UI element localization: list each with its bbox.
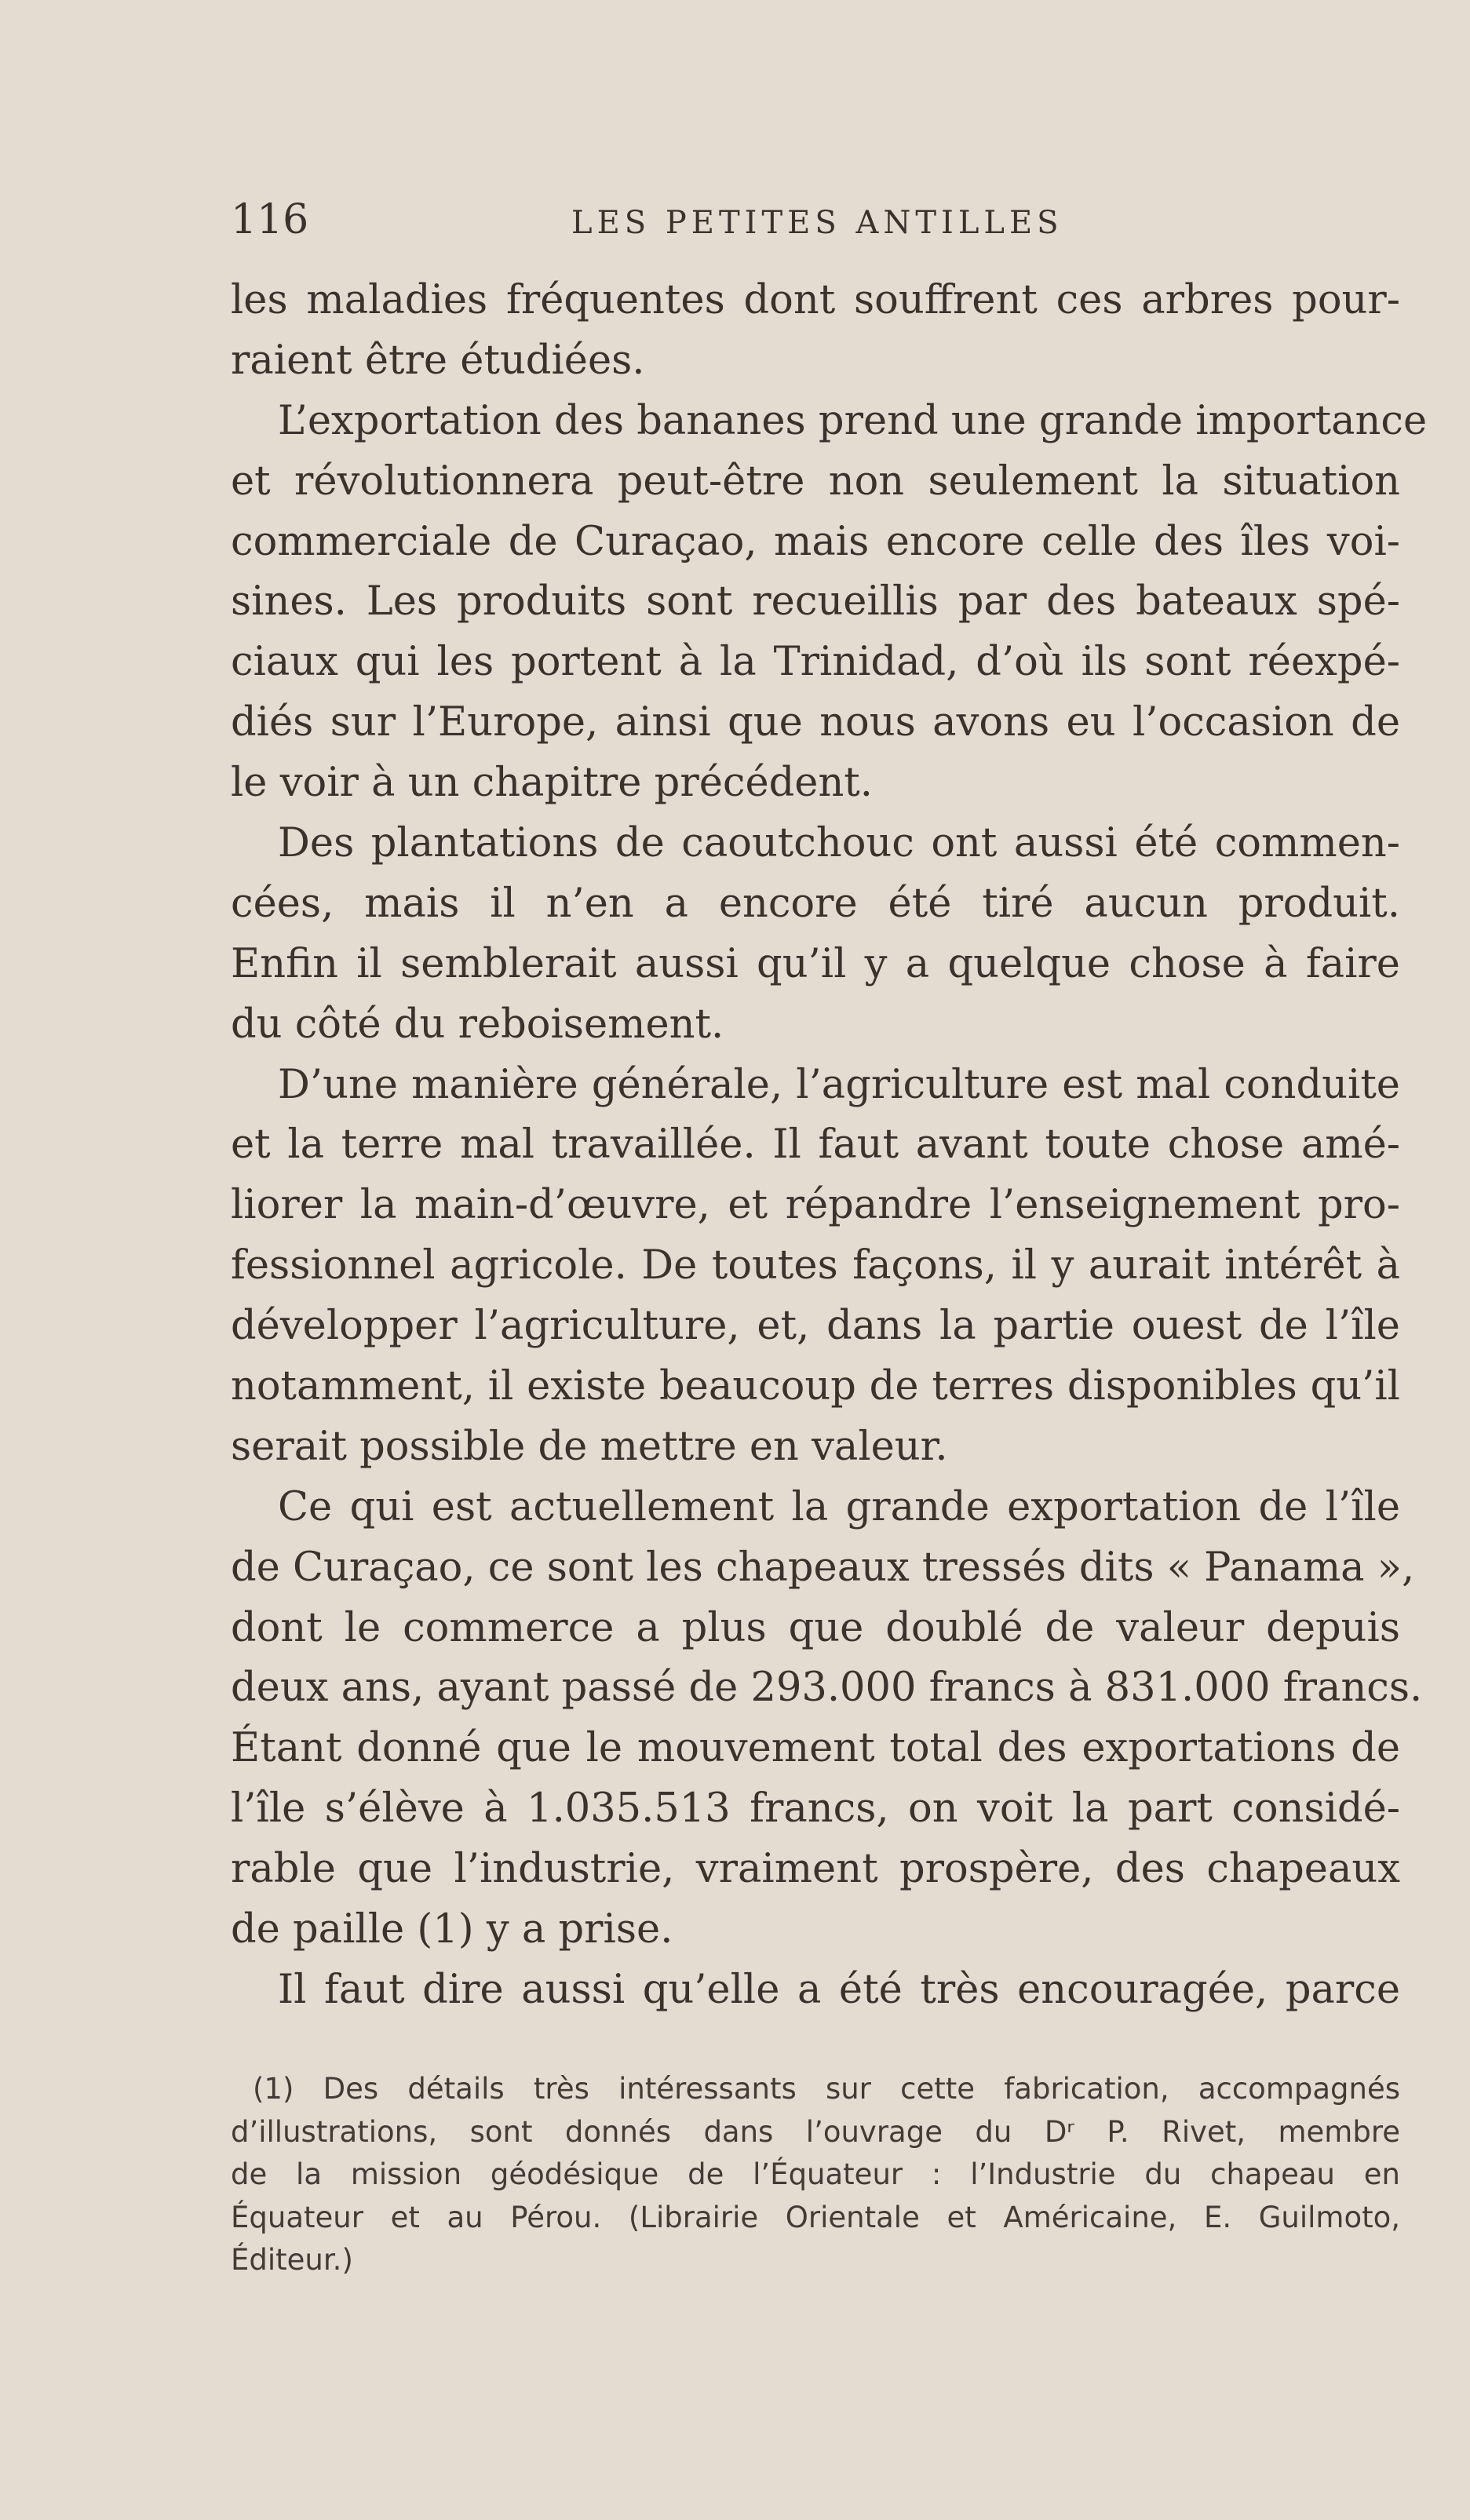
text-line: Enfin il semblerait aussi qu’il y a quelque chose à faire	[231, 940, 1400, 987]
text-line: notamment, il existe beaucoup de terres disponibles qu’il	[231, 1363, 1400, 1410]
text-line: l’île s’élève à 1.035.513 francs, on voit la part considé-	[231, 1785, 1400, 1833]
text-line: L’exportation des bananes prend une grande importance	[278, 397, 1428, 444]
footnote-line: (1) Des détails très intéressants sur cette fabrication, accompagnés	[253, 2072, 1400, 2106]
text-line: sines. Les produits sont recueillis par des bateaux spé-	[231, 578, 1400, 625]
text-line: commerciale de Curaçao, mais encore celle des îles voi-	[231, 518, 1400, 565]
text-line: Ce qui est actuellement la grande exportation de l’île	[278, 1483, 1400, 1530]
footnote	[231, 2068, 1400, 2282]
text-line: Il faut dire aussi qu’elle a été très encouragée, parce	[278, 1966, 1400, 2013]
running-title: LES PETITES ANTILLES	[571, 205, 1063, 241]
text-line: diés sur l’Europe, ainsi que nous avons eu l’occasion de	[231, 699, 1400, 746]
page-header	[231, 192, 1400, 247]
text-line: et la terre mal travaillée. Il faut avant toute chose amé-	[231, 1121, 1400, 1169]
text-line: et révolutionnera peut-être non seulement la situation	[231, 458, 1400, 505]
text-line: de paille (1) y a prise.	[231, 1906, 673, 1953]
page-number: 116	[231, 196, 309, 243]
text-line: Étant donné que le mouvement total des exportations de	[231, 1725, 1400, 1772]
text-line: ciaux qui les portent à la Trinidad, d’où ils sont réexpé-	[231, 639, 1400, 686]
footnote-line: Équateur et au Pérou. (Librairie Orientale et Américaine, E. Guilmoto,	[231, 2200, 1400, 2234]
text-line: cées, mais il n’en a encore été tiré aucun produit.	[231, 880, 1400, 927]
text-line: D’une manière générale, l’agriculture est mal conduite	[278, 1061, 1400, 1108]
footnote-line: d’illustrations, sont donnés dans l’ouvrage du Dʳ P. Rivet, membre	[231, 2114, 1400, 2149]
text-line: de Curaçao, ce sont les chapeaux tressés dits « Panama »,	[231, 1544, 1415, 1591]
text-line: le voir à un chapitre précédent.	[231, 760, 874, 807]
text-line: du côté du reboisement.	[231, 1001, 724, 1048]
footnote-line: Éditeur.)	[231, 2243, 353, 2277]
text-line: dont le commerce a plus que doublé de valeur depuis	[231, 1604, 1400, 1651]
text-line: liorer la main-d’œuvre, et répandre l’enseignement pro-	[231, 1182, 1400, 1229]
footnote-line: de la mission géodésique de l’Équateur : l’Industrie du chapeau en	[231, 2157, 1400, 2191]
text-line: développer l’agriculture, et, dans la partie ouest de l’île	[231, 1303, 1400, 1350]
text-line: rable que l’industrie, vraiment prospère, des chapeaux	[231, 1846, 1400, 1893]
text-line: serait possible de mettre en valeur.	[231, 1423, 948, 1470]
text-line: deux ans, ayant passé de 293.000 francs à 831.000 francs.	[231, 1665, 1423, 1712]
body-text	[231, 271, 1428, 2021]
text-line: raient être étudiées.	[231, 337, 645, 384]
text-line: les maladies fréquentes dont souffrent ces arbres pour-	[231, 277, 1400, 323]
text-line: fessionnel agricole. De toutes façons, il y aurait intérêt à	[231, 1242, 1400, 1289]
text-line: Des plantations de caoutchouc ont aussi été commen-	[278, 820, 1400, 867]
